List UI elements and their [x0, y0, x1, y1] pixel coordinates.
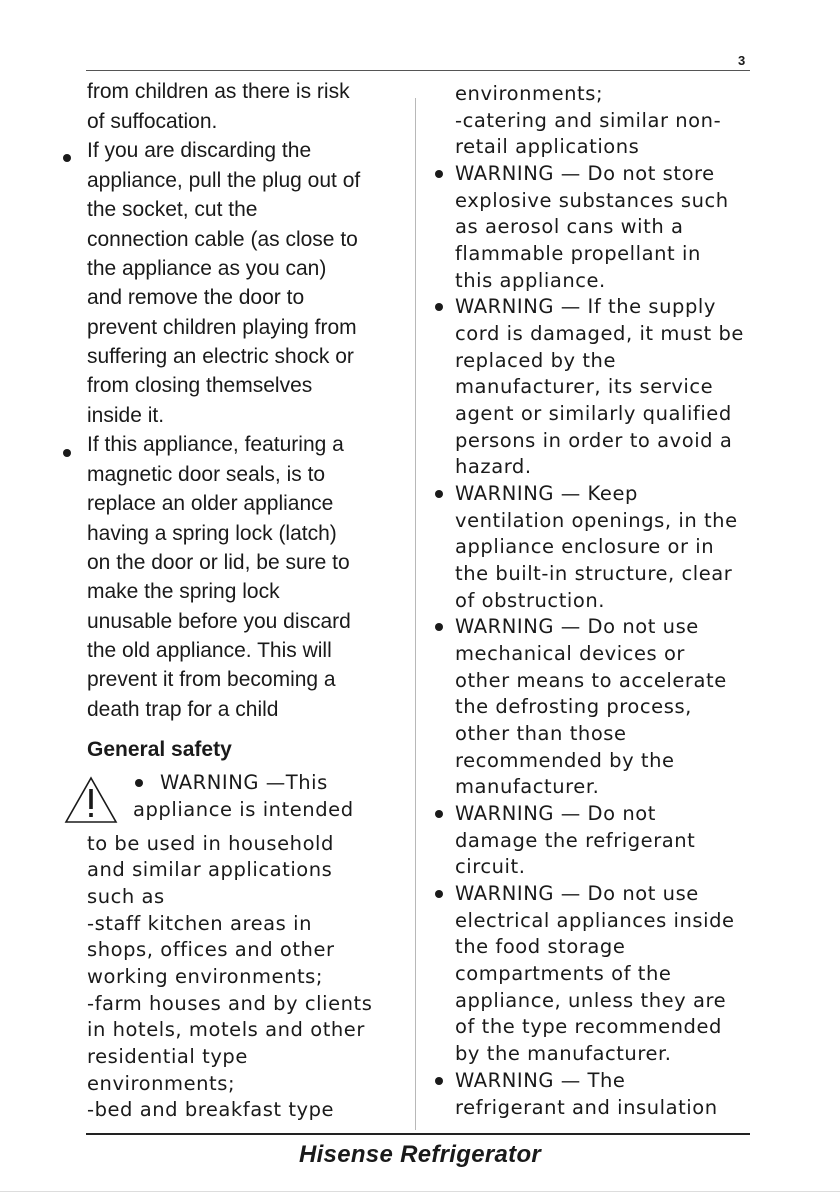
text-line: persons in order to avoid a — [455, 429, 733, 452]
text-line: hazard. — [455, 455, 532, 478]
text-line: appliance is intended — [133, 798, 354, 821]
text-line: and remove the door to — [87, 286, 305, 309]
text-line: recommended by the — [455, 749, 675, 772]
text-line: as aerosol cans with a — [455, 215, 684, 238]
text-line: death trap for a child — [87, 698, 279, 721]
text-line: WARNING — Keep — [455, 482, 638, 505]
column-divider — [415, 98, 416, 1130]
text-line: replace an older appliance — [87, 492, 334, 515]
text-line: in hotels, motels and other — [87, 1018, 365, 1041]
text-line: WARNING — Do not — [455, 802, 656, 825]
text-line: of suffocation. — [87, 110, 218, 133]
bullet-dot — [435, 810, 443, 818]
text-line: other means to accelerate — [455, 669, 727, 692]
text-line: damage the refrigerant — [455, 829, 696, 852]
text-line: WARNING — The — [455, 1069, 626, 1092]
text-line: If this appliance, featuring a — [87, 433, 344, 456]
text-line: inside it. — [87, 404, 165, 427]
bullet-dot — [435, 890, 443, 898]
footer-rule — [86, 1133, 750, 1135]
text-line: ventilation openings, in the — [455, 509, 738, 532]
text-line: environments; — [87, 1072, 236, 1095]
bullet-dot — [435, 490, 443, 498]
text-line: refrigerant and insulation — [455, 1096, 718, 1119]
text-line: suffering an electric shock or — [87, 345, 354, 368]
text-line: of obstruction. — [455, 589, 606, 612]
text-line: to be used in household — [87, 832, 334, 855]
text-line: this appliance. — [455, 269, 606, 292]
section-heading: General safety — [87, 738, 232, 761]
text-line: and similar applications — [87, 858, 333, 881]
text-line: WARNING —This — [160, 771, 328, 794]
text-line: electrical appliances inside — [455, 909, 735, 932]
text-line: -farm houses and by clients — [87, 992, 373, 1015]
text-line: appliance, unless they are — [455, 989, 727, 1012]
text-line: manufacturer, its service — [455, 375, 714, 398]
text-line: make the spring lock — [87, 580, 280, 603]
text-line: WARNING — If the supply — [455, 295, 716, 318]
text-line: connection cable (as close to — [87, 228, 358, 251]
bullet-dot — [435, 170, 443, 178]
text-line: of the type recommended — [455, 1015, 722, 1038]
text-line: flammable propellant in — [455, 242, 701, 265]
text-line: the appliance as you can) — [87, 257, 327, 280]
text-line: prevent it from becoming a — [87, 668, 336, 691]
text-line: agent or similarly qualified — [455, 402, 732, 425]
bullet-dot — [435, 623, 443, 631]
text-line: magnetic door seals, is to — [87, 463, 326, 486]
text-line: by the manufacturer. — [455, 1042, 672, 1065]
text-line: the food storage — [455, 935, 626, 958]
text-line: explosive substances such — [455, 189, 729, 212]
text-line: the socket, cut the — [87, 198, 258, 221]
text-line: from children as there is risk — [87, 80, 350, 103]
text-line: the defrosting process, — [455, 695, 692, 718]
bullet-dot — [135, 779, 143, 787]
text-line: -staff kitchen areas in — [87, 912, 312, 935]
text-line: on the door or lid, be sure to — [87, 551, 350, 574]
page-number: 3 — [738, 53, 746, 68]
text-line: -catering and similar non- — [455, 109, 722, 132]
text-line: cord is damaged, it must be — [455, 322, 744, 345]
text-line: other than those — [455, 722, 627, 745]
text-line: environments; — [455, 82, 604, 105]
text-line: appliance enclosure or in — [455, 535, 715, 558]
text-line: having a spring lock (latch) — [87, 522, 337, 545]
bullet-dot — [63, 154, 71, 162]
text-line: replaced by the — [455, 349, 616, 372]
text-line: shops, offices and other — [87, 938, 335, 961]
text-line: WARNING — Do not use — [455, 615, 699, 638]
header-rule — [86, 70, 750, 71]
warning-triangle-icon — [64, 775, 118, 825]
bullet-dot — [435, 303, 443, 311]
text-line: unusable before you discard — [87, 610, 351, 633]
text-line: mechanical devices or — [455, 642, 685, 665]
text-line: the built-in structure, clear — [455, 562, 733, 585]
bullet-dot — [435, 1077, 443, 1085]
text-line: such as — [87, 885, 165, 908]
text-line: -bed and breakfast type — [87, 1098, 335, 1121]
text-line: WARNING — Do not store — [455, 162, 715, 185]
text-line: from closing themselves — [87, 374, 313, 397]
text-line: circuit. — [455, 855, 526, 878]
text-line: compartments of the — [455, 962, 672, 985]
text-line: working environments; — [87, 965, 324, 988]
text-line: residential type — [87, 1045, 248, 1068]
bullet-dot — [63, 449, 71, 457]
text-line: If you are discarding the — [87, 139, 312, 162]
text-line: manufacturer. — [455, 775, 600, 798]
text-line: the old appliance. This will — [87, 639, 332, 662]
text-line: WARNING — Do not use — [455, 882, 699, 905]
text-line: appliance, pull the plug out of — [87, 169, 361, 192]
text-line: retail applications — [455, 135, 640, 158]
text-line: prevent children playing from — [87, 316, 357, 339]
footer-brand: Hisense Refrigerator — [298, 1141, 542, 1168]
